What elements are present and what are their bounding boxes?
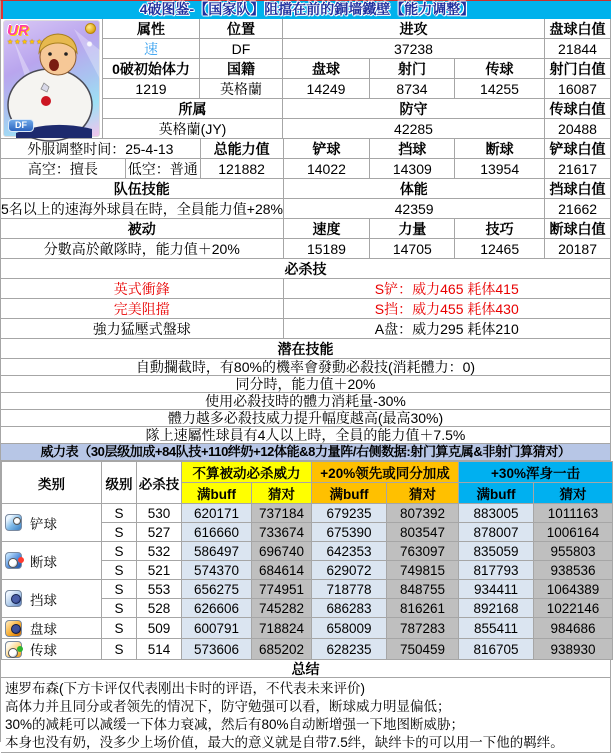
low-trait: 低空：普通	[126, 159, 201, 179]
stat-label: 传球	[455, 59, 545, 79]
table-row	[2, 580, 613, 599]
stat-value: 13954	[455, 159, 545, 179]
damage-value: 737184	[252, 504, 312, 523]
damage-value: 938930	[534, 639, 613, 660]
skill-power: 530	[137, 504, 182, 523]
potential-skills-header: 潜在技能	[1, 339, 611, 359]
damage-value: 573606	[182, 639, 252, 660]
stat-value: DF	[200, 39, 283, 59]
damage-value: 750459	[387, 639, 459, 660]
stat-label: 体能	[284, 179, 546, 199]
dribble-icon	[5, 620, 22, 637]
block-icon	[5, 590, 22, 607]
page-title: 4破图鉴-【国家队】阻擋在前的銅墙鐵壁【能力调整】	[1, 1, 611, 19]
damage-value: 817793	[459, 561, 534, 580]
potential-line: 自動攔截時，有80%的機率會發動必殺技(消耗體力：0)	[1, 359, 611, 376]
damage-value: 938536	[534, 561, 613, 580]
stat-label: 进攻	[283, 19, 545, 39]
summary-line: 速罗布森(下方卡评仅代表刚出卡时的评语，不代表未来评价)	[5, 681, 365, 696]
damage-value: 1064389	[534, 580, 613, 599]
potential-line: 同分時，能力值＋20%	[1, 376, 611, 393]
summary-text	[1, 678, 611, 753]
skill-power: 553	[137, 580, 182, 599]
stat-label: 射门	[370, 59, 455, 79]
stats-top-block	[1, 19, 611, 139]
stat-value: 8734	[370, 79, 455, 99]
sub-header-guess: 猜对	[252, 483, 312, 504]
stat-label: 挡球白值	[545, 179, 611, 199]
stat-value: 20488	[545, 119, 611, 139]
stat-label: 国籍	[200, 59, 283, 79]
damage-value: 696740	[252, 542, 312, 561]
damage-value: 892168	[459, 599, 534, 618]
damage-value: 763097	[387, 542, 459, 561]
power-table-title: 威力表（30层级加成+84队技+110绊奶+12体能&8力量阵/右侧数据:射门算克属&非射门算猜对）	[1, 444, 611, 461]
sub-header-maxbuff: 满buff	[459, 483, 534, 504]
stat-value: 20187	[545, 239, 611, 259]
damage-value: 934411	[459, 580, 534, 599]
tackle-icon	[5, 514, 22, 531]
table-row	[2, 618, 613, 639]
damage-value: 586497	[182, 542, 252, 561]
skill-name: 完美阻擋	[1, 299, 284, 319]
position-badge: DF	[8, 119, 34, 132]
group-header-base: 不算被动必杀威力	[182, 462, 312, 483]
damage-value: 749815	[387, 561, 459, 580]
damage-value: 848755	[387, 580, 459, 599]
steal-icon	[5, 552, 22, 569]
category-label: 盘球	[30, 622, 57, 637]
stat-value: 英格蘭	[200, 79, 283, 99]
stat-label: 铲球白值	[545, 139, 611, 159]
stat-label: 盘球	[283, 59, 370, 79]
grade-value: S	[102, 561, 137, 580]
damage-value: 878007	[459, 523, 534, 542]
damage-value: 955803	[534, 542, 613, 561]
stat-value: 16087	[545, 79, 611, 99]
stat-value: 14249	[283, 79, 370, 99]
col-header-grade: 级别	[102, 462, 137, 504]
stat-value: 21617	[545, 159, 611, 179]
stat-label: 防守	[283, 99, 545, 119]
damage-value: 1022146	[534, 599, 613, 618]
damage-value: 787283	[387, 618, 459, 639]
skill-power: 527	[137, 523, 182, 542]
grade-value: S	[102, 523, 137, 542]
category-label: 铲球	[30, 516, 57, 532]
damage-value: 883005	[459, 504, 534, 523]
damage-value: 679235	[312, 504, 387, 523]
rarity-badge: UR	[7, 22, 29, 39]
skill-power: 528	[137, 599, 182, 618]
card-art-cell	[1, 19, 103, 139]
passive-header: 被动	[1, 219, 284, 239]
summary-line: 本身也没有奶，没多少上场价值，最大的意义就是自带7.5绊，缺绊卡的可以用一下他的羁绊。	[5, 735, 564, 750]
damage-value: 684614	[252, 561, 312, 580]
damage-value: 803547	[387, 523, 459, 542]
power-table-header-row	[2, 462, 613, 483]
damage-value: 616660	[182, 523, 252, 542]
stat-label: 技巧	[455, 219, 545, 239]
damage-value: 628235	[312, 639, 387, 660]
damage-value: 718824	[252, 618, 312, 639]
card-art	[3, 20, 100, 137]
damage-value: 835059	[459, 542, 534, 561]
stat-label: 位置	[200, 19, 283, 39]
stat-label: 断球白值	[545, 219, 611, 239]
grade-value: S	[102, 504, 137, 523]
pass-icon	[5, 641, 22, 658]
stat-value: 14309	[370, 159, 455, 179]
damage-value: 1011163	[534, 504, 613, 523]
summary-line: 高体力并且同分或者领先的情况下，防守勉强可以看，断球威力明显偏低；	[5, 699, 451, 714]
aerial-trait: 高空：擅長	[1, 159, 126, 179]
sub-header-maxbuff: 满buff	[182, 483, 252, 504]
damage-value: 685202	[252, 639, 312, 660]
stat-value: 42359	[284, 199, 545, 219]
skill-name: 強力猛壓式盤球	[1, 319, 284, 339]
stat-value: 21662	[545, 199, 611, 219]
stat-value: 14022	[284, 159, 371, 179]
stat-value: 英格蘭(JY)	[103, 119, 283, 139]
damage-value: 600791	[182, 618, 252, 639]
damage-value: 733674	[252, 523, 312, 542]
stat-value: 37238	[283, 39, 545, 59]
category-label: 挡球	[30, 592, 57, 608]
damage-value: 656275	[182, 580, 252, 599]
damage-value: 626606	[182, 599, 252, 618]
damage-value: 807392	[387, 504, 459, 523]
stat-label: 0破初始体力	[103, 59, 200, 79]
team-skill-text: 5名以上的速海外球員在時，全員能力值+28%	[1, 199, 284, 219]
damage-value: 629072	[312, 561, 387, 580]
star-rating: ★★★★★	[7, 39, 44, 46]
passive-text: 分數高於敵隊時，能力值＋20%	[1, 239, 284, 259]
potential-line: 使用必殺技時的體力消耗量-30%	[1, 393, 611, 410]
skill-power: 532	[137, 542, 182, 561]
grade-value: S	[102, 618, 137, 639]
potential-line: 隊上速屬性球員有4人以上時，全員的能力值＋7.5%	[1, 427, 611, 444]
power-table	[1, 461, 613, 660]
special-skills-header: 必杀技	[1, 259, 611, 279]
stat-label: 属性	[103, 19, 200, 39]
damage-value: 1006164	[534, 523, 613, 542]
grade-value: S	[102, 599, 137, 618]
category-label: 断球	[30, 554, 57, 570]
table-row	[2, 504, 613, 523]
grade-value: S	[102, 542, 137, 561]
damage-value: 620171	[182, 504, 252, 523]
damage-value: 984686	[534, 618, 613, 639]
skill-stats: S挡：威力455 耗体430	[284, 299, 611, 319]
summary-header: 总结	[1, 660, 611, 678]
skill-power: 521	[137, 561, 182, 580]
stat-label: 速度	[284, 219, 371, 239]
table-row	[2, 542, 613, 561]
grade-value: S	[102, 580, 137, 599]
stat-label: 传球白值	[545, 99, 611, 119]
stat-label: 力量	[370, 219, 455, 239]
summary-line: 30%的减耗可以减缓一下体力衰减，然后有80%自动断增强一下地图断威胁；	[5, 717, 465, 732]
damage-value: 774951	[252, 580, 312, 599]
damage-value: 675390	[312, 523, 387, 542]
stat-label: 铲球	[284, 139, 371, 159]
damage-value: 816261	[387, 599, 459, 618]
sub-header-guess: 猜对	[534, 483, 613, 504]
damage-value: 658009	[312, 618, 387, 639]
team-skill-header: 队伍技能	[1, 179, 284, 199]
stat-value: 15189	[284, 239, 371, 259]
medal-icon	[85, 23, 96, 34]
damage-value: 816705	[459, 639, 534, 660]
skill-power: 514	[137, 639, 182, 660]
stat-label: 盘球白值	[545, 19, 611, 39]
attr-value: 速	[103, 39, 200, 59]
stat-label: 所属	[103, 99, 283, 119]
potential-line: 體力越多必殺技威力提升幅度越高(最高30%)	[1, 410, 611, 427]
group-header-full-power: +30%浑身一击	[459, 462, 613, 483]
group-header-lead-bonus: +20%领先或同分加成	[312, 462, 459, 483]
stat-label: 断球	[455, 139, 545, 159]
skill-power: 509	[137, 618, 182, 639]
stat-value: 1219	[103, 79, 200, 99]
stat-label: 射门白值	[545, 59, 611, 79]
damage-value: 642353	[312, 542, 387, 561]
skill-stats: A盘：威力295 耗体210	[284, 319, 611, 339]
skill-name: 英式衝鋒	[1, 279, 284, 299]
stat-value: 42285	[283, 119, 545, 139]
stat-value: 121882	[201, 159, 284, 179]
damage-value: 574370	[182, 561, 252, 580]
stat-value: 12465	[455, 239, 545, 259]
stat-value: 21844	[545, 39, 611, 59]
adjust-date: 外服调整时间：25-4-13	[1, 139, 201, 159]
skill-stats: S铲：威力465 耗体415	[284, 279, 611, 299]
stat-label: 总能力值	[201, 139, 284, 159]
stat-value: 14255	[455, 79, 545, 99]
stat-value: 14705	[370, 239, 455, 259]
stat-label: 挡球	[370, 139, 455, 159]
col-header-skill: 必杀技	[137, 462, 182, 504]
table-row	[2, 639, 613, 660]
stats-grid	[103, 19, 611, 139]
sub-header-maxbuff: 满buff	[312, 483, 387, 504]
damage-value: 855411	[459, 618, 534, 639]
damage-value: 718778	[312, 580, 387, 599]
sub-header-guess: 猜对	[387, 483, 459, 504]
category-label: 传球	[30, 643, 57, 658]
damage-value: 745282	[252, 599, 312, 618]
damage-value: 686283	[312, 599, 387, 618]
col-header-category: 类别	[2, 462, 102, 504]
grade-value: S	[102, 639, 137, 660]
